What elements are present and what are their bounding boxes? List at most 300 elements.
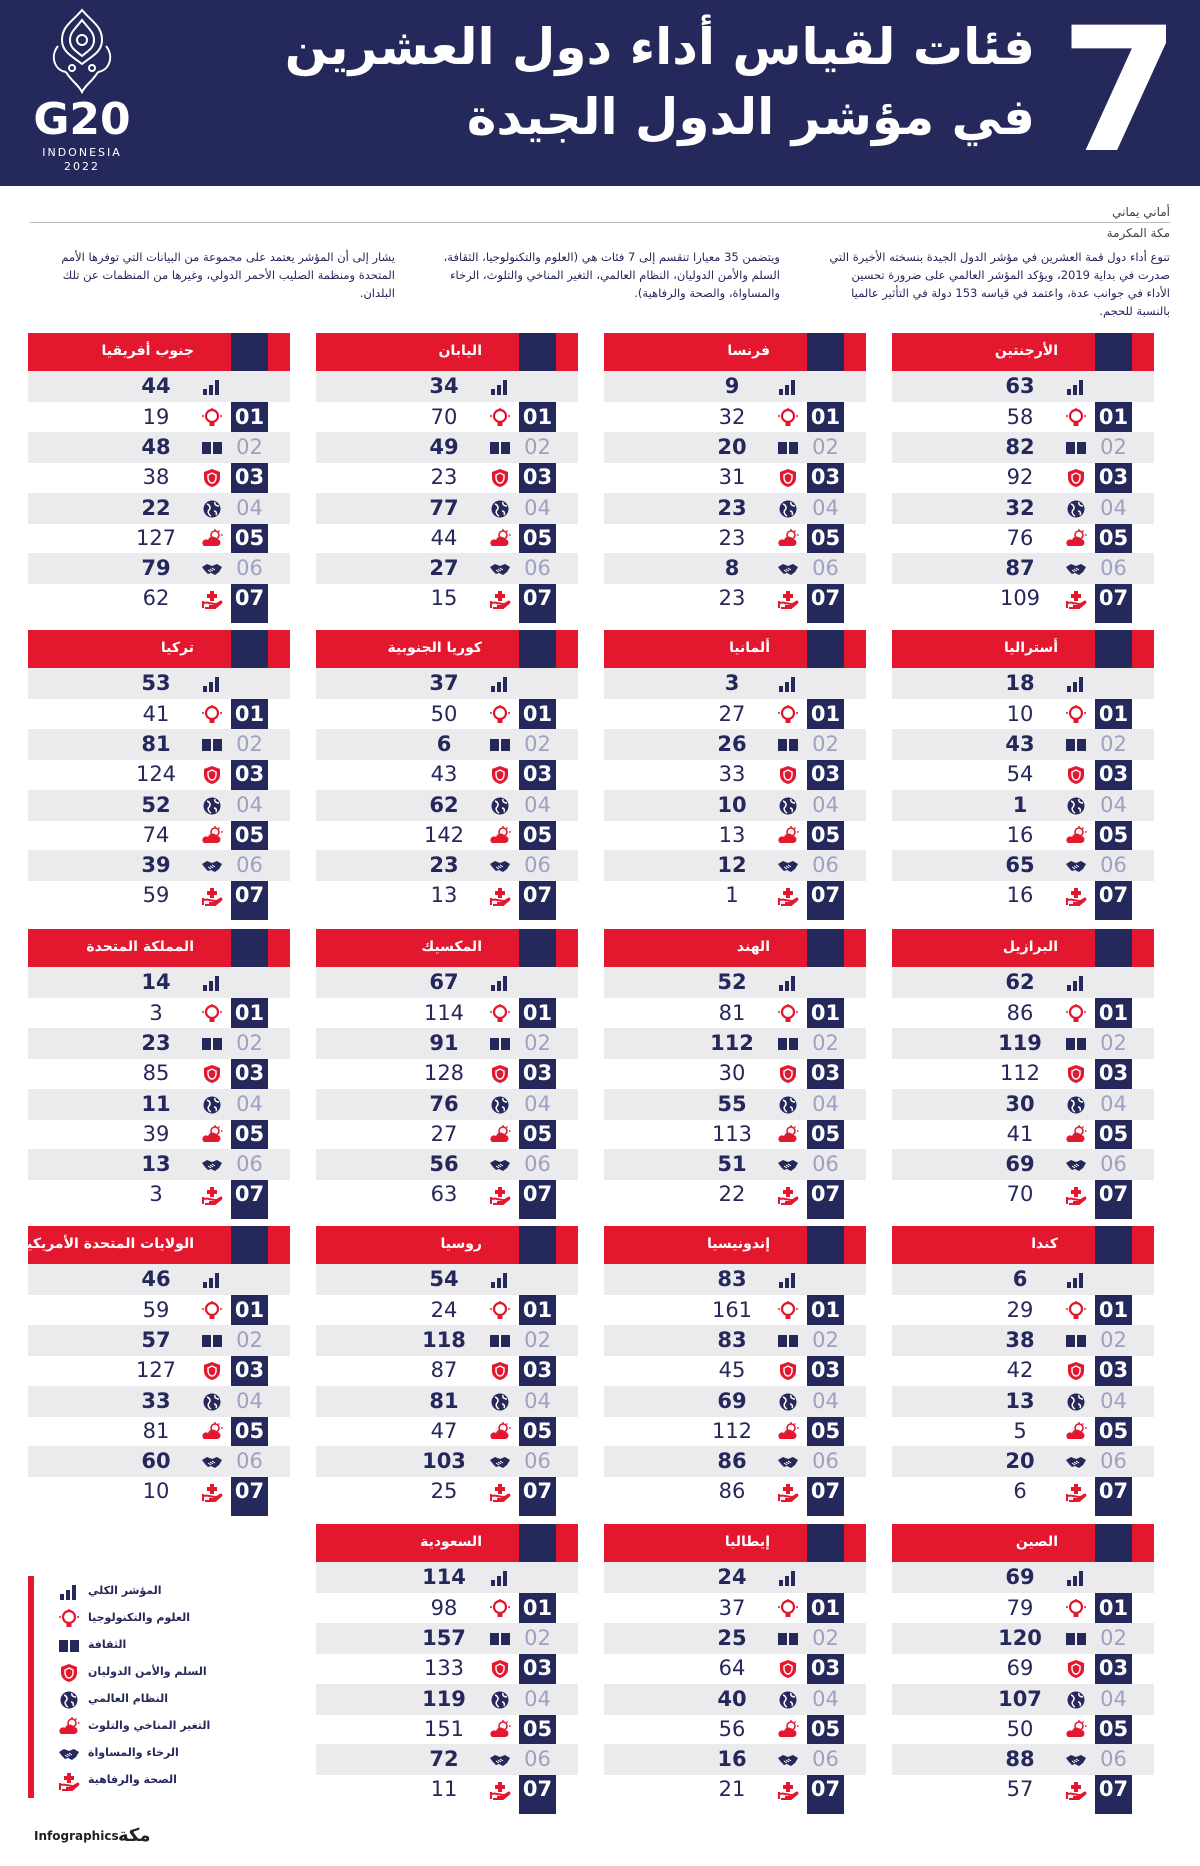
health-hand-icon	[201, 886, 223, 906]
book-icon	[777, 735, 799, 755]
category-row	[892, 1058, 1154, 1089]
category-number: 01	[234, 1298, 265, 1322]
category-number: 07	[522, 1777, 553, 1802]
overall-rank: 34	[429, 374, 459, 398]
category-rank: 22	[718, 1182, 746, 1207]
category-rank: 107	[998, 1686, 1042, 1711]
category-number: 01	[810, 1298, 841, 1322]
category-row	[604, 1355, 866, 1386]
category-row	[316, 1684, 578, 1715]
book-icon	[201, 1034, 223, 1054]
category-rank: 157	[422, 1626, 466, 1651]
category-rank: 5	[1013, 1418, 1027, 1443]
category-row	[28, 1119, 290, 1150]
category-rank: 56	[429, 1152, 459, 1176]
globe-icon	[777, 499, 799, 519]
country-card	[604, 1524, 866, 1814]
category-rank: 10	[142, 1479, 170, 1504]
overall-row	[316, 668, 578, 699]
category-row	[316, 1714, 578, 1745]
category-rank: 41	[1006, 1121, 1034, 1146]
category-number: 05	[810, 822, 841, 847]
category-row	[28, 790, 290, 821]
shield-icon	[777, 1361, 799, 1381]
category-number: 05	[810, 1418, 841, 1443]
category-row	[28, 493, 290, 524]
category-number: 04	[524, 1388, 551, 1413]
legend-label: التغير المناخي والتلوث	[88, 1719, 211, 1732]
category-row	[316, 820, 578, 851]
category-number: 04	[524, 792, 551, 817]
category-rank: 127	[135, 525, 177, 550]
category-rank: 114	[423, 1001, 465, 1025]
category-row	[28, 1355, 290, 1386]
category-number: 06	[1100, 1152, 1127, 1176]
category-number: 07	[522, 586, 553, 611]
category-number: 07	[234, 883, 265, 908]
category-row	[892, 998, 1154, 1029]
bar-chart-icon	[201, 377, 223, 397]
category-rank: 112	[999, 1061, 1041, 1086]
category-rank: 88	[1005, 1747, 1035, 1771]
category-rank: 23	[718, 586, 746, 611]
category-number: 06	[1100, 853, 1127, 877]
handshake-icon	[201, 856, 223, 876]
legend-label: النظام العالمي	[88, 1692, 169, 1705]
category-row	[892, 1446, 1154, 1477]
legend-label: السلم والأمن الدوليان	[88, 1665, 207, 1678]
cloud-sun-icon	[201, 1422, 223, 1442]
globe-icon	[1065, 499, 1087, 519]
category-row	[892, 1119, 1154, 1150]
category-number: 06	[812, 1449, 839, 1473]
legend-item	[58, 1771, 228, 1791]
bar-chart-icon	[1065, 973, 1087, 993]
category-rank: 16	[717, 1747, 747, 1771]
category-row	[316, 402, 578, 433]
lightbulb-icon	[489, 1004, 511, 1024]
category-rank: 98	[430, 1596, 458, 1620]
overall-rank: 53	[141, 671, 171, 695]
category-number: 04	[1100, 1091, 1127, 1116]
intro-paragraph-1: تنوع أداء دول قمة العشرين في مؤشر الدول الجيدة بنسخته الأخيرة التي صدرت في بداية 2019، ويؤكد المؤشر العالمي على ضرورة تحسين الأداء في جوانب عدة، واعتمد في قياسه 153 دولة في التأثير عالميا بالنسبة للحجم.	[829, 250, 1170, 318]
category-rank: 6	[1013, 1479, 1027, 1504]
category-rank: 16	[1006, 822, 1034, 847]
book-icon	[1065, 1331, 1087, 1351]
country-card	[316, 333, 578, 623]
category-number: 07	[1098, 586, 1129, 611]
handshake-icon	[1065, 856, 1087, 876]
category-number: 01	[522, 1298, 553, 1322]
category-row	[28, 1028, 290, 1059]
category-number: 02	[236, 435, 263, 460]
category-rank: 76	[1006, 525, 1034, 550]
category-row	[892, 1744, 1154, 1775]
byline-author: أماني يماني	[1112, 205, 1170, 219]
category-number: 06	[1100, 556, 1127, 580]
category-rank: 30	[1005, 1091, 1035, 1116]
header-banner	[0, 0, 1200, 191]
category-row	[604, 432, 866, 463]
globe-icon	[777, 1690, 799, 1710]
footer-label: Infographics	[34, 1829, 119, 1843]
cloud-sun-icon	[1065, 1422, 1087, 1442]
category-row	[604, 1386, 866, 1417]
category-row	[316, 1058, 578, 1089]
lightbulb-icon	[201, 1301, 223, 1321]
logo-country: INDONESIA 2022	[42, 146, 122, 173]
handshake-icon	[201, 1155, 223, 1175]
book-icon	[201, 1331, 223, 1351]
category-row	[604, 1653, 866, 1684]
category-number: 02	[524, 732, 551, 757]
category-row	[604, 1028, 866, 1059]
bar-chart-icon	[58, 1582, 78, 1600]
country-name: أستراليا	[1003, 640, 1058, 656]
category-row	[28, 699, 290, 730]
health-hand-icon	[777, 1780, 799, 1800]
category-rank: 59	[142, 883, 170, 908]
category-rank: 57	[141, 1328, 171, 1353]
category-number: 03	[810, 762, 841, 787]
globe-icon	[489, 1392, 511, 1412]
logo-wordmark: G20	[33, 94, 131, 145]
category-number: 03	[810, 1656, 841, 1681]
country-name: روسيا	[440, 1236, 482, 1252]
category-rank: 20	[717, 435, 747, 460]
category-number: 06	[236, 1152, 263, 1176]
category-row	[892, 1714, 1154, 1745]
category-number: 04	[1100, 792, 1127, 817]
category-rank: 39	[141, 853, 171, 877]
handshake-icon	[58, 1744, 78, 1762]
legend-label: الرخاء والمساواة	[88, 1746, 179, 1759]
category-rank: 40	[717, 1686, 747, 1711]
shield-icon	[777, 1064, 799, 1084]
category-row	[28, 1325, 290, 1356]
category-number: 03	[234, 1061, 265, 1086]
category-row	[316, 1295, 578, 1326]
category-number: 03	[234, 1358, 265, 1383]
category-number: 01	[522, 1596, 553, 1620]
category-number: 04	[236, 495, 263, 520]
overall-row	[316, 371, 578, 402]
category-number: 05	[1098, 1418, 1129, 1443]
category-row	[604, 553, 866, 584]
category-row	[604, 790, 866, 821]
category-row	[892, 1179, 1154, 1210]
health-hand-icon	[1065, 589, 1087, 609]
country-card	[892, 630, 1154, 920]
country-card	[604, 929, 866, 1219]
category-rank: 3	[149, 1001, 163, 1025]
shield-icon	[1065, 1064, 1087, 1084]
category-row	[316, 523, 578, 554]
cloud-sun-icon	[201, 826, 223, 846]
category-rank: 24	[430, 1298, 458, 1322]
category-rank: 50	[1006, 1716, 1034, 1741]
category-rank: 86	[1006, 1001, 1034, 1025]
legend-item	[58, 1717, 228, 1737]
handshake-icon	[489, 856, 511, 876]
lightbulb-icon	[1065, 1004, 1087, 1024]
health-hand-icon	[489, 1185, 511, 1205]
handshake-icon	[489, 1155, 511, 1175]
shield-icon	[489, 1659, 511, 1679]
category-number: 06	[812, 1747, 839, 1771]
country-name: جنوب أفريقيا	[101, 343, 194, 359]
category-rank: 13	[141, 1152, 171, 1176]
category-rank: 43	[1005, 732, 1035, 757]
country-name: إندونيسيا	[706, 1236, 770, 1252]
g20-logo	[32, 6, 132, 176]
category-row	[892, 1416, 1154, 1447]
bar-chart-icon	[1065, 1270, 1087, 1290]
category-row	[316, 493, 578, 524]
category-rank: 60	[141, 1449, 171, 1473]
country-name: المملكة المتحدة	[86, 939, 194, 955]
category-rank: 25	[717, 1626, 747, 1651]
category-row	[892, 880, 1154, 911]
category-number: 02	[524, 1626, 551, 1651]
category-row	[28, 1295, 290, 1326]
category-row	[604, 462, 866, 493]
category-number: 02	[524, 435, 551, 460]
lightbulb-icon	[1065, 1599, 1087, 1619]
category-row	[892, 432, 1154, 463]
category-rank: 6	[436, 732, 452, 757]
category-rank: 79	[141, 556, 171, 580]
category-number: 06	[524, 1449, 551, 1473]
category-number: 05	[1098, 1716, 1129, 1741]
category-number: 03	[1098, 1656, 1129, 1681]
country-card	[892, 1226, 1154, 1516]
category-rank: 70	[1006, 1182, 1034, 1207]
category-row	[604, 998, 866, 1029]
health-hand-icon	[201, 1185, 223, 1205]
shield-icon	[201, 1064, 223, 1084]
category-row	[892, 1684, 1154, 1715]
category-rank: 76	[429, 1091, 459, 1116]
category-row	[316, 1386, 578, 1417]
country-card	[28, 929, 290, 1219]
category-row	[604, 880, 866, 911]
category-row	[28, 432, 290, 463]
globe-icon	[1065, 796, 1087, 816]
category-number: 07	[810, 1182, 841, 1207]
category-row	[604, 583, 866, 614]
category-rank: 77	[429, 495, 459, 520]
handshake-icon	[1065, 559, 1087, 579]
category-rank: 142	[423, 822, 465, 847]
health-hand-icon	[489, 1482, 511, 1502]
category-number: 07	[234, 1182, 265, 1207]
globe-icon	[201, 796, 223, 816]
category-row	[604, 1714, 866, 1745]
cloud-sun-icon	[1065, 826, 1087, 846]
category-row	[604, 1149, 866, 1180]
byline-city: مكة المكرمة	[1106, 226, 1170, 240]
category-number: 04	[812, 1686, 839, 1711]
category-row	[316, 759, 578, 790]
globe-icon	[201, 1095, 223, 1115]
category-rank: 45	[718, 1358, 746, 1383]
intro-paragraph-2: ويتضمن 35 معيارا تنقسم إلى 7 فئات هي (العلوم والتكنولوجيا، الثقافة، السلم والأمن الدوليان، النظام العالمي، التغير المناخي والتلوث، الرخاء والمساواة، والصحة والرفاهية).	[443, 250, 780, 300]
globe-icon	[489, 1690, 511, 1710]
lightbulb-icon	[777, 1599, 799, 1619]
category-row	[316, 1416, 578, 1447]
category-row	[316, 1325, 578, 1356]
handshake-icon	[489, 1750, 511, 1770]
category-row	[28, 553, 290, 584]
footer-brand-logo: مكة	[118, 1825, 151, 1846]
overall-row	[28, 967, 290, 998]
category-row	[892, 850, 1154, 881]
category-number: 01	[522, 702, 553, 726]
category-row	[604, 1119, 866, 1150]
country-name: السعودية	[420, 1534, 482, 1550]
category-rank: 64	[718, 1656, 746, 1681]
category-rank: 85	[142, 1061, 170, 1086]
category-row	[28, 880, 290, 911]
category-number: 06	[524, 853, 551, 877]
category-number: 07	[522, 1182, 553, 1207]
category-row	[892, 1089, 1154, 1120]
category-row	[604, 1179, 866, 1210]
category-rank: 13	[718, 822, 746, 847]
category-row	[28, 462, 290, 493]
category-row	[316, 1744, 578, 1775]
category-number: 05	[234, 1418, 265, 1443]
handshake-icon	[201, 559, 223, 579]
category-rank: 15	[430, 586, 458, 611]
country-name: الصين	[1015, 1534, 1058, 1550]
book-icon	[777, 1034, 799, 1054]
overall-rank: 54	[429, 1267, 459, 1291]
category-row	[316, 880, 578, 911]
overall-row	[892, 1562, 1154, 1593]
overall-rank: 67	[429, 970, 459, 994]
category-row	[892, 1325, 1154, 1356]
legend-label: الصحة والرفاهية	[88, 1773, 177, 1786]
category-number: 07	[522, 1479, 553, 1504]
category-row	[892, 759, 1154, 790]
category-rank: 23	[430, 465, 458, 490]
category-number: 03	[522, 1061, 553, 1086]
category-rank: 42	[1006, 1358, 1034, 1383]
category-number: 02	[812, 732, 839, 757]
category-number: 03	[810, 465, 841, 490]
category-row	[316, 1653, 578, 1684]
category-row	[892, 1386, 1154, 1417]
category-row	[604, 1684, 866, 1715]
category-rank: 103	[422, 1449, 466, 1473]
category-row	[604, 1476, 866, 1507]
legend-item	[58, 1663, 228, 1683]
book-icon	[777, 438, 799, 458]
overall-row	[892, 371, 1154, 402]
category-number: 01	[810, 1596, 841, 1620]
globe-icon	[489, 796, 511, 816]
category-rank: 1	[1012, 792, 1028, 817]
category-rank: 25	[430, 1479, 458, 1504]
category-row	[316, 998, 578, 1029]
health-hand-icon	[201, 1482, 223, 1502]
handshake-icon	[1065, 1750, 1087, 1770]
book-icon	[58, 1636, 78, 1654]
handshake-icon	[777, 1750, 799, 1770]
category-number: 04	[812, 1091, 839, 1116]
country-name: الهند	[736, 939, 770, 955]
category-row	[316, 790, 578, 821]
category-row	[892, 583, 1154, 614]
category-row	[604, 1325, 866, 1356]
overall-rank: 52	[717, 970, 747, 994]
category-rank: 59	[142, 1298, 170, 1322]
category-row	[28, 759, 290, 790]
overall-row	[316, 1264, 578, 1295]
country-card	[28, 333, 290, 623]
overall-row	[28, 371, 290, 402]
overall-rank: 62	[1005, 970, 1035, 994]
category-rank: 133	[423, 1656, 465, 1681]
overall-rank: 46	[141, 1267, 171, 1291]
handshake-icon	[777, 1155, 799, 1175]
bar-chart-icon	[489, 973, 511, 993]
category-row	[604, 1295, 866, 1326]
category-rank: 39	[142, 1121, 170, 1146]
category-number: 01	[1098, 702, 1129, 726]
overall-row	[892, 1264, 1154, 1295]
category-rank: 41	[142, 702, 170, 726]
category-rank: 10	[717, 792, 747, 817]
category-number: 06	[1100, 1747, 1127, 1771]
category-rank: 120	[998, 1626, 1042, 1651]
category-row	[316, 1028, 578, 1059]
category-row	[892, 1476, 1154, 1507]
category-row	[316, 1476, 578, 1507]
category-rank: 124	[135, 762, 177, 787]
country-name: كوريا الجنوبية	[387, 640, 482, 656]
shield-icon	[201, 1361, 223, 1381]
category-number: 06	[812, 556, 839, 580]
overall-row	[604, 371, 866, 402]
category-number: 05	[522, 822, 553, 847]
category-row	[892, 1653, 1154, 1684]
bar-chart-icon	[777, 1270, 799, 1290]
health-hand-icon	[777, 1185, 799, 1205]
bar-chart-icon	[201, 973, 223, 993]
category-row	[604, 1446, 866, 1477]
country-card	[892, 929, 1154, 1219]
category-row	[316, 1089, 578, 1120]
cloud-sun-icon	[489, 1125, 511, 1145]
category-rank: 10	[1006, 702, 1034, 726]
overall-row	[316, 1562, 578, 1593]
book-icon	[489, 735, 511, 755]
category-number: 02	[812, 1328, 839, 1353]
category-number: 03	[1098, 1358, 1129, 1383]
country-name: إيطاليا	[724, 1534, 770, 1550]
overall-rank: 69	[1005, 1565, 1035, 1589]
category-number: 01	[1098, 1001, 1129, 1025]
category-number: 04	[812, 792, 839, 817]
category-number: 01	[810, 1001, 841, 1025]
category-number: 04	[812, 495, 839, 520]
category-rank: 56	[718, 1716, 746, 1741]
category-row	[604, 1089, 866, 1120]
book-icon	[201, 438, 223, 458]
